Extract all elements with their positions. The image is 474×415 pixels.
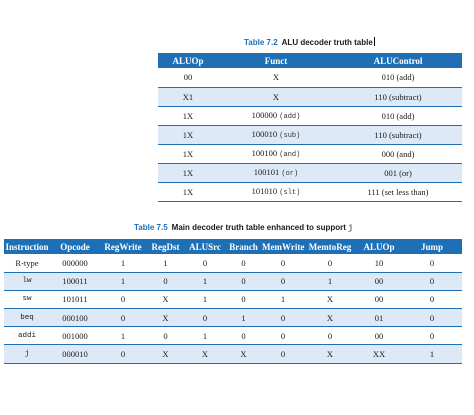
table-header-row	[4, 239, 462, 254]
table-row	[4, 345, 462, 363]
cell-regwrite: 1	[100, 327, 146, 345]
cell-regdst: 0	[146, 272, 185, 290]
cell-alusrc: 1	[185, 327, 225, 345]
cell-instruction: lw	[4, 272, 50, 290]
cell-memwrite: 0	[262, 254, 304, 272]
table-header-row	[158, 53, 462, 68]
cell-regwrite: 1	[100, 272, 146, 290]
cell-aluop: 01	[356, 309, 402, 327]
table-row	[158, 106, 462, 125]
cell-memtoreg: X	[304, 290, 356, 308]
cell-aluop: 1X	[158, 144, 218, 163]
col-header-aluop: ALUOp	[158, 53, 218, 68]
cell-regdst: X	[146, 309, 185, 327]
table-7-5-caption	[134, 223, 353, 233]
cell-jump: 0	[402, 254, 462, 272]
col-header-jump: Jump	[402, 239, 462, 254]
cell-alusrc: 0	[185, 309, 225, 327]
cell-jump: 0	[402, 290, 462, 308]
table-row	[158, 182, 462, 201]
cell-alucontrol: 111 (set less than)	[334, 182, 462, 201]
table-row	[158, 87, 462, 106]
cell-aluop: 00	[158, 68, 218, 87]
table-row	[158, 144, 462, 163]
col-header-alucontrol: ALUControl	[334, 53, 462, 68]
cell-funct	[218, 106, 334, 125]
cell-regdst: 0	[146, 327, 185, 345]
table-row	[4, 327, 462, 345]
cell-instruction: beq	[4, 309, 50, 327]
cell-aluop: X1	[158, 87, 218, 106]
cell-funct	[218, 163, 334, 182]
cell-instruction: addi	[4, 327, 50, 345]
cell-funct	[218, 182, 334, 201]
col-header-regdst: RegDst	[146, 239, 185, 254]
cell-funct	[218, 144, 334, 163]
cell-regdst: X	[146, 290, 185, 308]
table-7-2-caption	[244, 37, 375, 47]
cell-memwrite: 0	[262, 272, 304, 290]
cell-opcode: 000010	[50, 345, 100, 363]
funct-code: 101010	[251, 186, 278, 196]
cell-memwrite: 0	[262, 327, 304, 345]
table-row	[4, 290, 462, 308]
cell-memwrite: 1	[262, 290, 304, 308]
funct-code: 100000	[251, 110, 278, 120]
cell-memtoreg: X	[304, 345, 356, 363]
cell-aluop: 1X	[158, 182, 218, 201]
col-header-memwrite: MemWrite	[262, 239, 304, 254]
cell-opcode: 001000	[50, 327, 100, 345]
cell-opcode: 000100	[50, 309, 100, 327]
col-header-funct: Funct	[218, 53, 334, 68]
col-header-alusrc: ALUSrc	[185, 239, 225, 254]
cell-jump: 1	[402, 345, 462, 363]
cell-instruction: j	[4, 345, 50, 363]
cell-branch: 1	[225, 309, 262, 327]
cell-memtoreg: 1	[304, 272, 356, 290]
table-row	[4, 309, 462, 327]
cell-alusrc: 0	[185, 254, 225, 272]
cell-memtoreg: 0	[304, 327, 356, 345]
table-row	[4, 254, 462, 272]
cell-branch: 0	[225, 290, 262, 308]
cell-regwrite: 0	[100, 309, 146, 327]
col-header-branch: Branch	[225, 239, 262, 254]
cell-funct	[218, 125, 334, 144]
funct-op: (or)	[281, 170, 299, 178]
cell-jump: 0	[402, 272, 462, 290]
table-row	[158, 68, 462, 87]
funct-code: 100101	[253, 167, 280, 177]
alu-decoder-table	[158, 53, 462, 202]
cell-aluop: XX	[356, 345, 402, 363]
cell-memtoreg: X	[304, 309, 356, 327]
col-header-regwrite: RegWrite	[100, 239, 146, 254]
main-decoder-table	[4, 239, 462, 364]
funct-code: 100100	[251, 148, 278, 158]
text-cursor	[374, 37, 375, 46]
cell-jump: 0	[402, 309, 462, 327]
cell-instruction: R-type	[4, 254, 50, 272]
table-7-5-title-code: j	[348, 224, 353, 233]
cell-alucontrol: 110 (subtract)	[334, 125, 462, 144]
cell-memtoreg: 0	[304, 254, 356, 272]
table-7-2-title: ALU decoder truth table	[281, 38, 373, 47]
cell-aluop: 00	[356, 272, 402, 290]
funct-op: (slt)	[279, 189, 301, 197]
cell-memwrite: 0	[262, 345, 304, 363]
table-7-5-number: Table 7.5	[134, 223, 168, 232]
cell-aluop: 00	[356, 327, 402, 345]
cell-regdst: 1	[146, 254, 185, 272]
col-header-aluop: ALUOp	[356, 239, 402, 254]
cell-branch: X	[225, 345, 262, 363]
cell-instruction: sw	[4, 290, 50, 308]
table-row	[158, 125, 462, 144]
table-row	[4, 272, 462, 290]
cell-jump: 0	[402, 327, 462, 345]
cell-branch: 0	[225, 272, 262, 290]
cell-alucontrol: 110 (subtract)	[334, 87, 462, 106]
cell-alusrc: 1	[185, 290, 225, 308]
funct-op: (sub)	[279, 132, 301, 140]
cell-aluop: 10	[356, 254, 402, 272]
cell-regwrite: 1	[100, 254, 146, 272]
funct-op: (and)	[279, 151, 301, 159]
cell-alucontrol: 010 (add)	[334, 68, 462, 87]
col-header-instruction: Instruction	[4, 239, 50, 254]
cell-regwrite: 0	[100, 290, 146, 308]
cell-aluop: 1X	[158, 125, 218, 144]
cell-memwrite: 0	[262, 309, 304, 327]
cell-opcode: 101011	[50, 290, 100, 308]
cell-alusrc: X	[185, 345, 225, 363]
cell-regwrite: 0	[100, 345, 146, 363]
table-7-2-number: Table 7.2	[244, 38, 278, 47]
cell-regdst: X	[146, 345, 185, 363]
table-7-5-title: Main decoder truth table enhanced to support	[171, 223, 346, 232]
col-header-memtoreg: MemtoReg	[304, 239, 356, 254]
cell-alusrc: 1	[185, 272, 225, 290]
col-header-opcode: Opcode	[50, 239, 100, 254]
funct-code: 100010	[251, 129, 278, 139]
cell-alucontrol: 000 (and)	[334, 144, 462, 163]
cell-alucontrol: 001 (or)	[334, 163, 462, 182]
table-row	[158, 163, 462, 182]
cell-alucontrol: 010 (add)	[334, 106, 462, 125]
cell-funct: X	[218, 68, 334, 87]
cell-opcode: 100011	[50, 272, 100, 290]
cell-aluop: 1X	[158, 106, 218, 125]
cell-funct: X	[218, 87, 334, 106]
cell-aluop: 1X	[158, 163, 218, 182]
cell-branch: 0	[225, 327, 262, 345]
funct-op: (add)	[279, 113, 301, 121]
cell-branch: 0	[225, 254, 262, 272]
cell-aluop: 00	[356, 290, 402, 308]
cell-opcode: 000000	[50, 254, 100, 272]
